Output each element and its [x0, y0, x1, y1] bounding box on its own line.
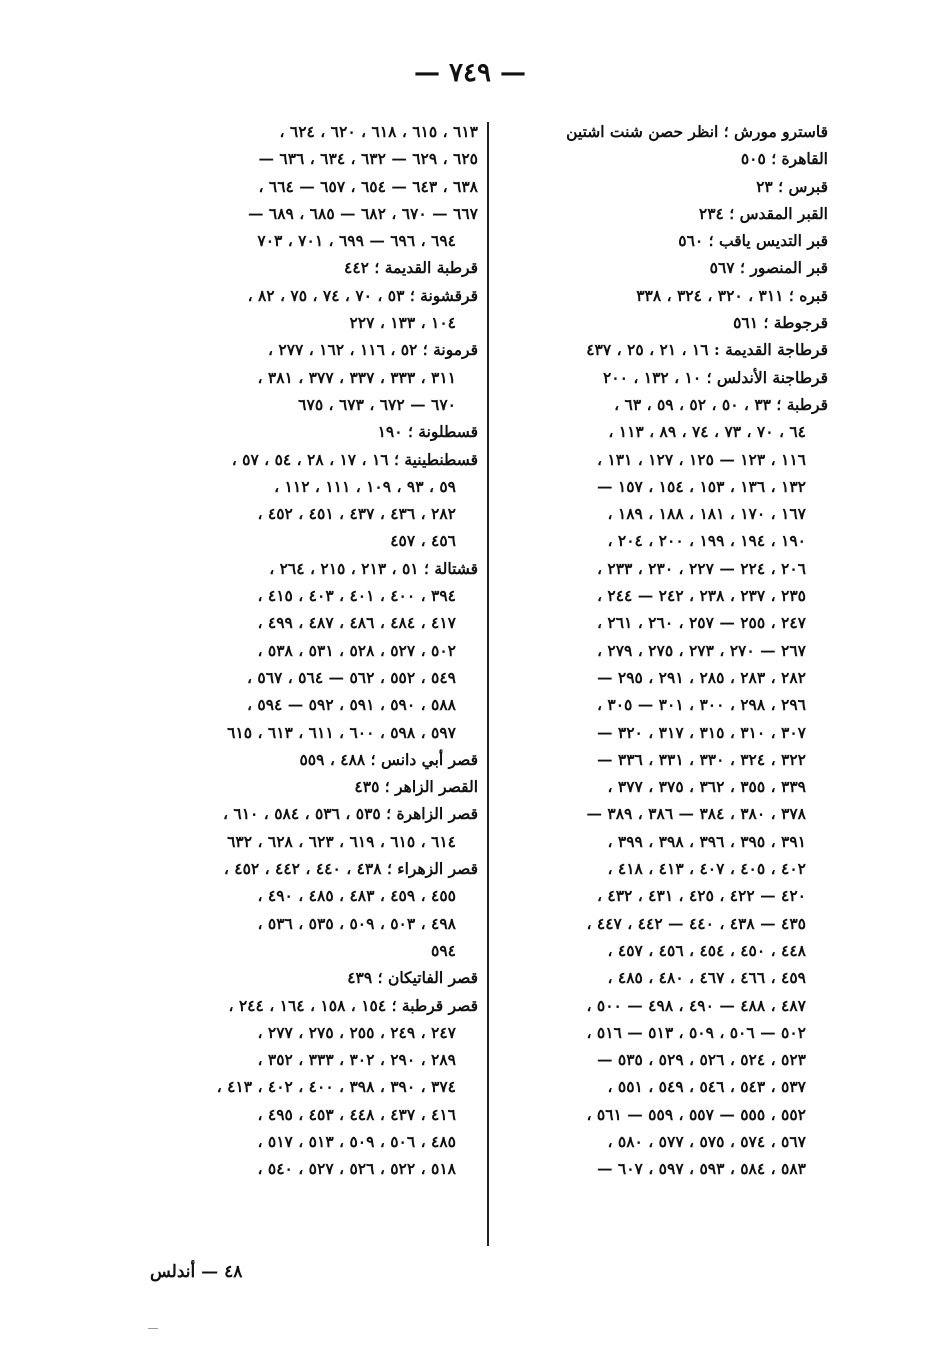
index-column-right — [456, 118, 828, 1183]
index-entry-line: ٤١٧ ، ٤٨٤ ، ٤٨٦ ، ٤٨٧ ، ٤٩٩ ، — [257, 613, 456, 633]
index-entry-line: ٢٤٧ ، ٢٥٥ — ٢٥٧ ، ٢٦٠ ، ٢٦١ ، — [596, 613, 806, 633]
index-entry-line: قصر قرطبة ؛ ١٥٤ ، ١٥٨ ، ١٦٤ ، ٢٤٤ ، — [228, 995, 478, 1015]
index-entry-line: قاسترو مورش ؛ انظر حصن شنت اشتين — [566, 122, 828, 141]
index-entry-line: ٦٦٧ — ٦٧٠ ، ٦٨٢ — ٦٨٥ ، ٦٨٩ — — [247, 203, 478, 223]
index-entry-line: ٥٨٨ ، ٥٩٠ ، ٥٩١ ، ٥٩٢ — ٥٩٤ ، — [246, 695, 456, 715]
index-entry-line: قبر المنصور ؛ ٥٦٧ — [709, 258, 828, 278]
index-entry-line: ١٠٤ ، ١٣٣ ، ٢٢٧ — [349, 313, 456, 333]
index-entry-line: قصر الفاتيكان ؛ ٤٣٩ — [347, 968, 478, 988]
index-entry-line: ١٩٠ ، ١٩٤ ، ١٩٩ ، ٢٠٠ ، ٢٠٤ ، — [607, 531, 806, 551]
index-entry-line: ٥٤٩ ، ٥٥٢ ، ٥٦٢ — ٥٦٤ ، ٥٦٧ ، — [246, 667, 456, 687]
index-entry-line: ٣١١ ، ٣٣٣ ، ٣٣٧ ، ٣٧٧ ، ٣٨١ ، — [257, 367, 456, 387]
index-entry-line: ٦٩٤ ، ٦٩٦ — ٦٩٩ ، ٧٠١ ، ٧٠٣ — [257, 231, 456, 251]
index-entry-line: ٢٦٧ — ٢٧٠ ، ٢٧٣ ، ٢٧٥ ، ٢٧٩ ، — [596, 640, 806, 660]
index-entry-line: ١٣٢ ، ١٣٦ ، ١٥٣ ، ١٥٤ ، ١٥٧ — — [596, 476, 806, 496]
index-entry-line: قصر الزهراء ؛ ٤٣٨ ، ٤٤٠ ، ٤٤٢ ، ٤٥٢ ، — [223, 859, 478, 879]
index-entry-line: ٦٢٥ ، ٦٢٩ — ٦٣٢ ، ٦٣٤ ، ٦٣٦ — — [258, 149, 478, 169]
index-entry-line: ٣٢٢ ، ٣٢٤ ، ٣٣٠ ، ٣٣١ ، ٣٣٦ — — [596, 749, 806, 769]
index-entry-line: ٢٨٢ ، ٢٨٣ ، ٢٨٥ ، ٢٩١ ، ٢٩٥ — — [596, 667, 806, 687]
index-entry-line: ٦١٣ ، ٦١٥ ، ٦١٨ ، ٦٢٠ ، ٦٢٤ ، — [279, 122, 478, 141]
index-entry-line: قرطاجة القديمة : ١٦ ، ٢١ ، ٢٥ ، ٤٣٧ — [586, 340, 828, 360]
index-entry-line: ٢٠٦ ، ٢٢٤ — ٢٢٧ ، ٢٣٠ ، ٢٣٣ ، — [596, 558, 806, 578]
index-entry-line: ٣٩١ ، ٣٩٥ ، ٣٩٦ ، ٣٩٨ ، ٣٩٩ ، — [607, 831, 806, 851]
index-entry-line: ٤١٦ ، ٤٣٧ ، ٤٤٨ ، ٤٥٣ ، ٤٩٥ ، — [257, 1104, 456, 1124]
index-entry-line: القاهرة ؛ ٥٠٥ — [740, 149, 828, 169]
index-entry-line: ٥٩٧ ، ٥٩٨ ، ٦٠٠ ، ٦١١ ، ٦١٣ ، ٦١٥ — [227, 722, 456, 742]
index-entry-line: ٥٨٣ ، ٥٨٤ ، ٥٩٣ ، ٥٩٧ ، ٦٠٧ — — [596, 1159, 806, 1179]
index-entry-line: قرمونة ؛ ٥٢ ، ١١٦ ، ١٦٢ ، ٢٧٧ ، — [267, 340, 478, 360]
index-entry-line: قسطلونة ؛ ١٩٠ — [377, 422, 478, 442]
index-entry-line: ٥٩٤ — [431, 940, 456, 960]
index-entry-line: ٣٣٩ ، ٣٥٥ ، ٣٦٢ ، ٣٧٥ ، ٣٧٧ ، — [607, 777, 806, 797]
index-entry-line: قبر التديس ياقب ؛ ٥٦٠ — [678, 231, 828, 251]
index-entry-line: ٦٤ ، ٧٠ ، ٧٣ ، ٧٤ ، ٨٩ ، ١١٣ ، — [608, 422, 806, 442]
index-entry-line: ٥٦٧ ، ٥٧٤ ، ٥٧٥ ، ٥٧٧ ، ٥٨٠ ، — [607, 1131, 806, 1151]
index-entry-line: ٥١٨ ، ٥٢٢ ، ٥٢٦ ، ٥٢٧ ، ٥٤٠ ، — [257, 1159, 456, 1179]
index-entry-line: ٢٨٩ ، ٢٩٠ ، ٣٠٢ ، ٣٣٣ ، ٣٥٢ ، — [257, 1050, 456, 1070]
index-entry-line: ١٦٧ ، ١٧٠ ، ١٨١ ، ١٨٨ ، ١٨٩ ، — [607, 504, 806, 524]
index-entry-line: القصر الزاهر ؛ ٤٣٥ — [354, 777, 478, 797]
index-entry-line: ٢٤٧ ، ٢٤٩ ، ٢٥٥ ، ٢٧٥ ، ٢٧٧ ، — [257, 1022, 456, 1042]
signature-footer: ٤٨ — أندلس — [150, 1262, 243, 1282]
index-entry-line: ٢٨٢ ، ٤٣٦ ، ٤٣٧ ، ٤٥١ ، ٤٥٢ ، — [257, 504, 456, 524]
index-entry-line: ٣٩٤ ، ٤٠٠ ، ٤٠١ ، ٤٠٣ ، ٤١٥ ، — [257, 586, 456, 606]
index-entry-line: ٤٣٥ — ٤٣٨ ، ٤٤٠ — ٤٤٢ ، ٤٤٧ ، — [586, 913, 806, 933]
index-entry-line: قرطبة ؛ ٣٣ ، ٥٠ ، ٥٢ ، ٥٩ ، ٦٣ ، — [614, 394, 828, 414]
index-entry-line: ٢٩٦ ، ٢٩٨ ، ٣٠٠ ، ٣٠١ — ٣٠٥ ، — [596, 695, 806, 715]
index-entry-line: قبرس ؛ ٢٣ — [756, 176, 828, 196]
index-entry-line: ٤٤٨ ، ٤٥٠ ، ٤٥٤ ، ٤٥٦ ، ٤٥٧ ، — [607, 940, 806, 960]
index-entry-line: ٦٣٨ ، ٦٤٣ — ٦٥٤ ، ٦٥٧ — ٦٦٤ ، — [258, 176, 478, 196]
index-entry-line: ٣٧٨ ، ٣٨٠ ، ٣٨٤ — ٣٨٦ ، ٣٨٩ — — [586, 804, 806, 824]
index-entry-line: قرطبة القديمة ؛ ٤٤٢ — [344, 258, 478, 278]
index-entry-line: ٤٩٨ ، ٥٠٣ ، ٥٠٩ ، ٥٣٥ ، ٥٣٦ ، — [257, 913, 456, 933]
index-entry-line: ١١٦ ، ١٢٣ — ١٢٥ ، ١٢٧ ، ١٣١ ، — [596, 449, 806, 469]
index-entry-line: ٥٠٢ ، ٥٢٧ ، ٥٢٨ ، ٥٣١ ، ٥٣٨ ، — [257, 640, 456, 660]
index-entry-line: ٥٠٢ — ٥٠٦ ، ٥٠٩ ، ٥١٣ — ٥١٦ ، — [586, 1022, 806, 1042]
index-entry-line: القبر المقدس ؛ ٢٣٤ — [698, 203, 828, 223]
index-entry-line: ٤٢٠ — ٤٢٢ ، ٤٢٥ ، ٤٣١ ، ٤٣٢ ، — [596, 886, 806, 906]
index-entry-line: ٤٥٩ ، ٤٦٦ ، ٤٦٧ ، ٤٨٠ ، ٤٨٥ ، — [607, 968, 806, 988]
page-number: — ٧٤٩ — — [413, 58, 527, 88]
index-entry-line: ٢٣٥ ، ٢٣٧ ، ٢٣٨ ، ٢٤٢ — ٢٤٤ ، — [596, 586, 806, 606]
index-entry-line: قبره ؛ ٣١١ ، ٣٢٠ ، ٣٢٤ ، ٣٣٨ — [636, 285, 828, 305]
index-entry-line: قصر أبي دانس ؛ ٤٨٨ ، ٥٥٩ — [299, 749, 478, 769]
index-entry-line: ٤٥٦ ، ٤٥٧ — [390, 531, 456, 551]
index-entry-line: قرجوطة ؛ ٥٦١ — [733, 313, 828, 333]
margin-mark — [148, 1328, 158, 1329]
index-entry-line: ٤٨٥ ، ٥٠٦ ، ٥٠٩ ، ٥١٣ ، ٥١٧ ، — [257, 1131, 456, 1151]
index-entry-line: ٣٠٧ ، ٣١٠ ، ٣١٥ ، ٣١٧ ، ٣٢٠ — — [596, 722, 806, 742]
index-entry-line: ٦٧٠ — ٦٧٢ ، ٦٧٣ ، ٦٧٥ — [298, 394, 456, 414]
index-entry-line: ٥٣٧ ، ٥٤٣ ، ٥٤٦ ، ٥٤٩ ، ٥٥١ ، — [607, 1077, 806, 1097]
index-entry-line: ٤٨٧ ، ٤٨٨ — ٤٩٠ ، ٤٩٨ — ٥٠٠ ، — [586, 995, 806, 1015]
index-entry-line: ٤٠٢ ، ٤٠٥ ، ٤٠٧ ، ٤١٣ ، ٤١٨ ، — [607, 859, 806, 879]
index-entry-line: قرطاجنة الأندلس ؛ ١٠ ، ١٣٢ ، ٢٠٠ — [602, 367, 828, 387]
index-entry-line: ٦١٤ ، ٦١٥ ، ٦١٩ ، ٦٢٣ ، ٦٢٨ ، ٦٣٢ — [227, 831, 456, 851]
index-entry-line: ٥٢٣ ، ٥٢٤ ، ٥٢٦ ، ٥٢٩ ، ٥٣٥ — — [596, 1050, 806, 1070]
index-entry-line: قسطنطينية ؛ ١٦ ، ١٧ ، ٢٨ ، ٥٤ ، ٥٧ ، — [231, 449, 478, 469]
index-entry-line: قشتالة ؛ ٥١ ، ٢١٣ ، ٢١٥ ، ٢٦٤ ، — [269, 558, 478, 578]
index-entry-line: ٥٩ ، ٩٣ ، ١٠٩ ، ١١١ ، ١١٢ ، — [274, 476, 456, 496]
index-entry-line: ٤٥٥ ، ٤٥٩ ، ٤٨٣ ، ٤٨٥ ، ٤٩٠ ، — [257, 886, 456, 906]
index-entry-line: قصر الزاهرة ؛ ٥٣٥ ، ٥٣٦ ، ٥٨٤ ، ٦١٠ ، — [223, 804, 478, 824]
index-column-left — [148, 118, 478, 1183]
index-entry-line: ٥٥٢ ، ٥٥٥ — ٥٥٧ ، ٥٥٩ — ٥٦١ ، — [586, 1104, 806, 1124]
index-entry-line: ٣٧٤ ، ٣٩٠ ، ٣٩٨ ، ٤٠٠ ، ٤٠٢ ، ٤١٣ ، — [216, 1077, 456, 1097]
index-entry-line: قرقشونة ؛ ٥٣ ، ٧٠ ، ٧٤ ، ٧٥ ، ٨٢ ، — [247, 285, 478, 305]
